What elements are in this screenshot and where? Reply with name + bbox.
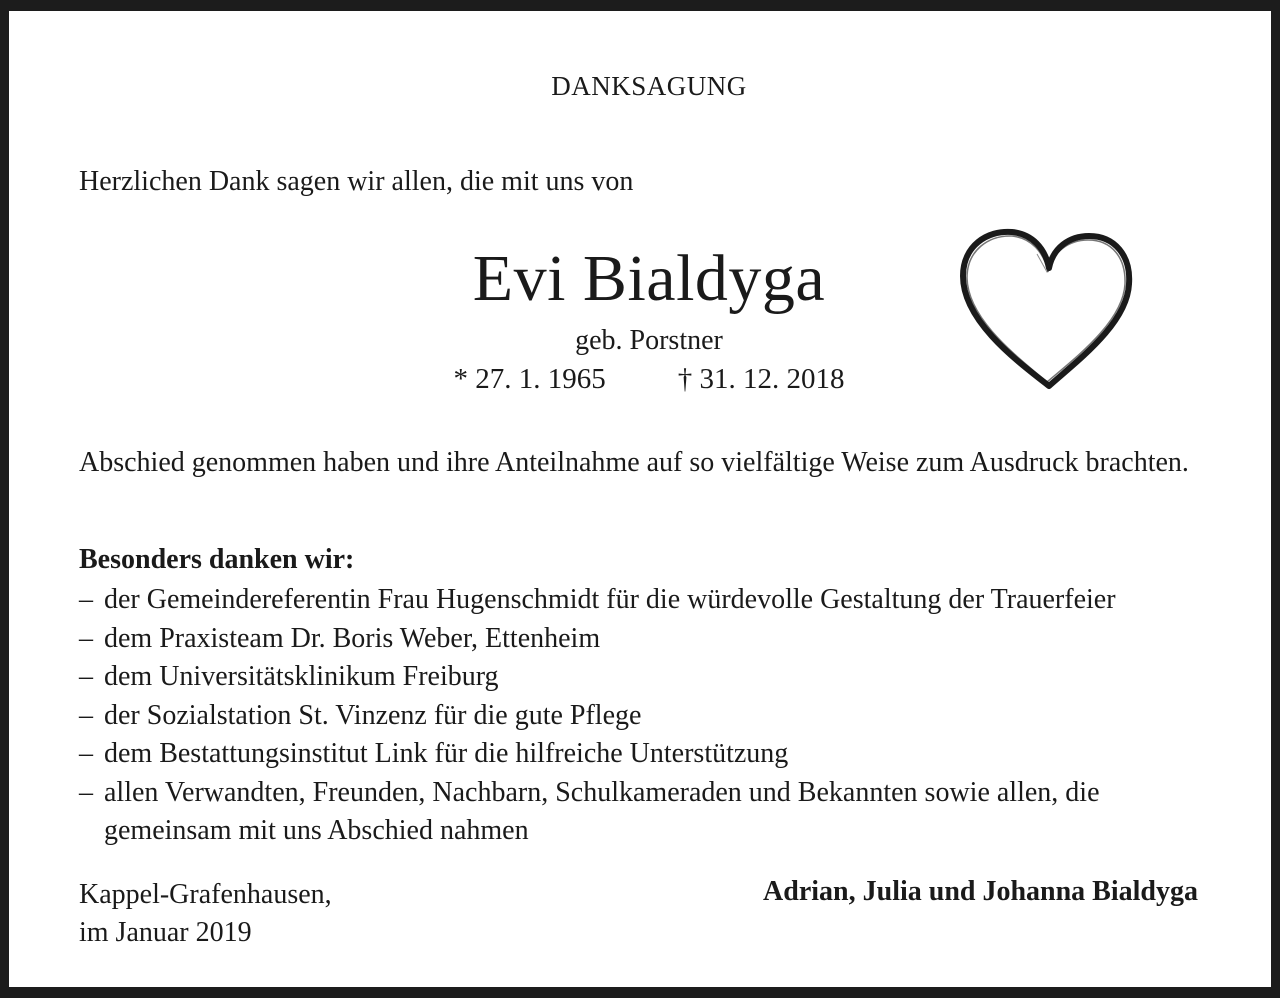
list-item: [79, 697, 1229, 736]
list-item-text: dem Bestattungsinstitut Link für die hilfreiche Unterstützung: [104, 738, 789, 769]
date: im Januar 2019: [79, 917, 252, 948]
thanks-heading: Besonders danken wir:: [79, 544, 355, 575]
list-item-text: dem Universitätsklinikum Freiburg: [104, 661, 499, 692]
list-item-text: der Gemeindereferentin Frau Hugenschmidt für die würdevolle Gestaltung der Trauerfeier: [104, 584, 1116, 615]
list-bullet: –: [79, 738, 93, 769]
intro-text: Herzlichen Dank sagen wir allen, die mit uns von: [79, 166, 634, 197]
thanks-list: [79, 581, 1229, 851]
list-item-text: allen Verwandten, Freunden, Nachbarn, Schulkameraden und Bekannten sowie allen, die gemeinsam mit uns Abschied nahmen: [104, 776, 1100, 846]
death-date: † 31. 12. 2018: [677, 363, 845, 395]
birth-date: * 27. 1. 1965: [453, 363, 606, 395]
place: Kappel-Grafenhausen,: [79, 879, 332, 910]
list-bullet: –: [79, 584, 93, 615]
list-item-text: dem Praxisteam Dr. Boris Weber, Ettenheim: [104, 622, 601, 654]
list-item: [79, 774, 1214, 851]
list-item: [79, 620, 1229, 659]
maiden-name: geb. Porstner: [575, 325, 723, 356]
body-text: Abschied genommen haben und ihre Anteilnahme auf so vielfältige Weise zum Ausdruck brachten.: [79, 447, 1189, 478]
deceased-name: Evi Bialdyga: [472, 242, 826, 315]
list-item: [79, 581, 1229, 620]
notice-heading: DANKSAGUNG: [551, 71, 747, 101]
list-item-text: der Sozialstation St. Vinzenz für die gute Pflege: [104, 699, 642, 731]
signers: Adrian, Julia und Johanna Bialdyga: [763, 876, 1198, 907]
list-bullet: –: [79, 776, 93, 808]
list-bullet: –: [79, 622, 93, 654]
heart-icon: [957, 226, 1137, 396]
list-item: [79, 735, 1229, 774]
list-bullet: –: [79, 661, 93, 692]
place-and-date: [79, 876, 332, 952]
list-item: [79, 658, 1229, 697]
list-bullet: –: [79, 699, 93, 731]
